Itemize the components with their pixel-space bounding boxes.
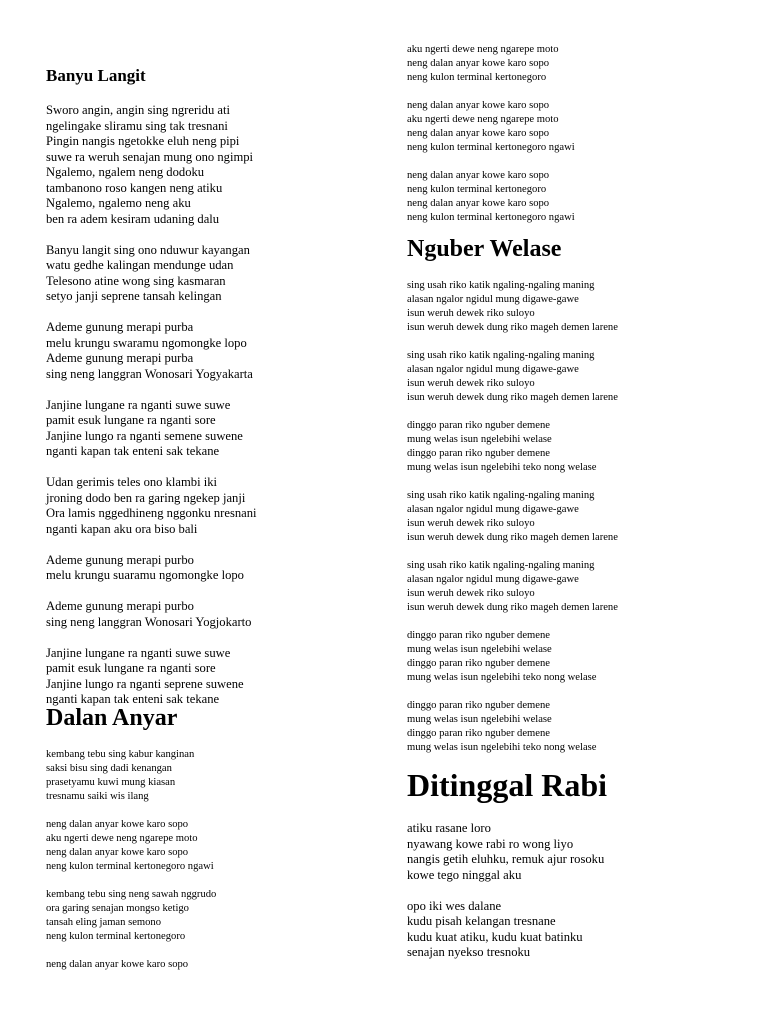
stanza — [407, 99, 575, 155]
lyric-line: nganti kapan tak enteni sak tekane — [46, 444, 220, 458]
lyric-line: sing usah riko katik ngaling-ngaling maning — [407, 490, 595, 501]
lyric-line: alasan ngalor ngidul mung digawe-gawe — [407, 294, 579, 305]
lyrics-nguber-welase — [407, 279, 618, 755]
song-title-dalan-anyar: Dalan Anyar — [46, 705, 178, 731]
lyric-line: Janjine lungane ra nganti suwe suwe — [46, 645, 231, 660]
stanza — [407, 419, 618, 475]
lyric-line: dinggo paran riko nguber demene — [407, 700, 550, 711]
lyric-line: Ademe gunung merapi purba — [46, 351, 194, 365]
lyric-line: neng dalan anyar kowe karo sopo — [407, 198, 550, 209]
lyric-line: prasetyamu kuwi mung kiasan — [46, 777, 176, 788]
stanza — [46, 958, 216, 972]
stanza — [46, 320, 257, 382]
stanza — [46, 646, 257, 708]
song-title-nguber-welase: Nguber Welase — [407, 236, 562, 262]
lyric-line: melu krungu suaramu ngomongke lopo — [46, 568, 244, 582]
lyric-line: Ademe gunung merapi purbo — [46, 599, 194, 613]
lyric-line: Pingin nangis ngetokke eluh neng pipi — [46, 134, 240, 148]
lyric-line: kudu kuat atiku, kudu kuat batinku — [407, 929, 583, 944]
lyric-line: isun weruh dewek dung riko mageh demen larene — [407, 392, 618, 403]
lyric-line: ben ra adem kesiram udaning dalu — [46, 211, 220, 226]
lyric-line: neng dalan anyar kowe karo sopo — [407, 100, 550, 111]
lyric-line: watu gedhe kalingan mendunge udan — [46, 258, 234, 272]
lyrics-ditinggal-rabi — [407, 821, 604, 961]
stanza — [407, 821, 604, 883]
lyric-line: atiku rasane loro — [407, 821, 491, 835]
lyric-line: kowe tego ninggal aku — [407, 867, 522, 882]
lyric-line: Janjine lungane ra nganti suwe suwe — [46, 397, 231, 412]
stanza — [46, 398, 257, 460]
lyric-line: mung welas isun ngelebihi teko nong welase — [407, 462, 597, 473]
stanza — [46, 243, 257, 305]
lyric-line: neng kulon terminal kertonegoro ngawi — [46, 861, 214, 872]
lyric-line: neng dalan anyar kowe karo sopo — [46, 847, 189, 858]
song-title-banyu-langit: Banyu Langit — [46, 66, 146, 85]
lyric-line: sing usah riko katik ngaling-ngaling maning — [407, 350, 595, 361]
lyric-line: aku ngerti dewe neng ngarepe moto — [46, 833, 198, 844]
lyric-line: Ademe gunung merapi purba — [46, 320, 194, 334]
lyric-line: Ngalemo, ngalemo neng aku — [46, 196, 191, 210]
lyric-line: melu krungu swaramu ngomongke lopo — [46, 335, 247, 350]
lyric-line: neng dalan anyar kowe karo sopo — [407, 170, 550, 181]
lyric-line: sing usah riko katik ngaling-ngaling maning — [407, 560, 595, 571]
lyric-line: isun weruh dewek dung riko mageh demen larene — [407, 322, 618, 333]
lyric-line: dinggo paran riko nguber demene — [407, 658, 550, 669]
stanza — [407, 43, 575, 85]
stanza — [407, 489, 618, 545]
lyric-line: neng dalan anyar kowe karo sopo — [46, 959, 189, 970]
lyric-line: isun weruh dewek riko suloyo — [407, 378, 535, 389]
lyric-line: mung welas isun ngelebihi welase — [407, 644, 552, 655]
lyric-line: kembang tebu sing kabur kanginan — [46, 749, 195, 760]
stanza — [407, 349, 618, 405]
lyric-line: alasan ngalor ngidul mung digawe-gawe — [407, 504, 579, 515]
lyric-line: Janjine lungo ra nganti seprene suwene — [46, 676, 244, 691]
lyric-line: Telesono atine wong sing kasmaran — [46, 273, 226, 288]
lyric-line: sing usah riko katik ngaling-ngaling maning — [407, 280, 595, 291]
lyric-line: Ademe gunung merapi purbo — [46, 552, 194, 567]
lyric-line: Banyu langit sing ono nduwur kayangan — [46, 242, 250, 257]
stanza — [46, 599, 257, 630]
lyric-line: dinggo paran riko nguber demene — [407, 420, 550, 431]
lyric-line: sing neng langgran Wonosari Yogjokarto — [46, 614, 252, 629]
lyric-line: neng dalan anyar kowe karo sopo — [407, 58, 550, 69]
lyrics-dalan-anyar-continued — [407, 43, 575, 225]
lyrics-dalan-anyar — [46, 748, 216, 972]
lyric-line: aku ngerti dewe neng ngarepe moto — [407, 114, 559, 125]
lyric-line: nganti kapan tak enteni sak tekane — [46, 692, 220, 706]
lyric-line: isun weruh dewek riko suloyo — [407, 518, 535, 529]
lyric-line: opo iki wes dalane — [407, 898, 502, 913]
lyric-line: pamit esuk lungane ra nganti sore — [46, 661, 216, 675]
lyric-line: jroning dodo ben ra garing ngekep janji — [46, 490, 246, 505]
lyric-line: nangis getih eluhku, remuk ajur rosoku — [407, 852, 605, 866]
stanza — [46, 553, 257, 584]
lyric-line: saksi bisu sing dadi kenangan — [46, 763, 172, 774]
stanza — [46, 475, 257, 537]
lyric-line: tansah eling jaman semono — [46, 917, 162, 928]
lyric-line: kudu pisah kelangan tresnane — [407, 914, 556, 928]
lyric-line: Udan gerimis teles ono klambi iki — [46, 475, 218, 489]
lyric-line: mung welas isun ngelebihi welase — [407, 434, 552, 445]
stanza — [407, 699, 618, 755]
lyric-line: isun weruh dewek riko suloyo — [407, 308, 535, 319]
lyric-line: mung welas isun ngelebihi teko nong welase — [407, 742, 597, 753]
lyric-line: neng kulon terminal kertonegoro — [46, 931, 186, 942]
lyric-line: neng dalan anyar kowe karo sopo — [46, 819, 189, 830]
lyric-line: pamit esuk lungane ra nganti sore — [46, 413, 216, 427]
lyric-line: dinggo paran riko nguber demene — [407, 630, 550, 641]
stanza — [407, 629, 618, 685]
lyric-line: tambanono roso kangen neng atiku — [46, 180, 223, 195]
lyric-line: isun weruh dewek dung riko mageh demen larene — [407, 532, 618, 543]
lyric-line: suwe ra weruh senajan mung ono ngimpi — [46, 149, 254, 164]
stanza — [407, 559, 618, 615]
lyric-line: neng kulon terminal kertonegoro — [407, 184, 547, 195]
lyric-line: tresnamu saiki wis ilang — [46, 791, 149, 802]
lyric-line: kembang tebu sing neng sawah nggrudo — [46, 889, 217, 900]
stanza — [407, 899, 604, 961]
lyric-line: senajan nyekso tresnoku — [407, 945, 531, 959]
lyric-line: isun weruh dewek dung riko mageh demen larene — [407, 602, 618, 613]
lyric-line: Ora lamis nggedhineng nggonku nresnani — [46, 506, 257, 520]
lyric-line: neng kulon terminal kertonegoro ngawi — [407, 212, 575, 223]
lyric-line: aku ngerti dewe neng ngarepe moto — [407, 44, 559, 55]
lyric-line: nyawang kowe rabi ro wong liyo — [407, 836, 574, 851]
lyric-line: mung welas isun ngelebihi welase — [407, 714, 552, 725]
lyric-line: dinggo paran riko nguber demene — [407, 448, 550, 459]
lyric-line: setyo janji seprene tansah kelingan — [46, 289, 222, 303]
lyric-line: sing neng langgran Wonosari Yogyakarta — [46, 366, 253, 381]
lyric-line: Sworo angin, angin sing ngreridu ati — [46, 103, 230, 117]
stanza — [46, 103, 257, 227]
lyric-line: Janjine lungo ra nganti semene suwene — [46, 428, 243, 443]
lyric-line: neng kulon terminal kertonegoro ngawi — [407, 142, 575, 153]
lyric-line: dinggo paran riko nguber demene — [407, 728, 550, 739]
lyrics-banyu-langit — [46, 103, 257, 708]
stanza — [407, 169, 575, 225]
lyric-line: Ngalemo, ngalem neng dodoku — [46, 165, 205, 179]
lyric-line: ngelingake sliramu sing tak tresnani — [46, 118, 228, 133]
lyric-line: isun weruh dewek riko suloyo — [407, 588, 535, 599]
lyric-line: neng kulon terminal kertonegoro — [407, 72, 547, 83]
lyric-line: ora garing senajan mongso ketigo — [46, 903, 189, 914]
song-title-ditinggal-rabi: Ditinggal Rabi — [407, 767, 608, 803]
stanza — [407, 279, 618, 335]
lyric-line: nganti kapan aku ora biso bali — [46, 521, 198, 536]
stanza — [46, 818, 216, 874]
lyric-line: alasan ngalor ngidul mung digawe-gawe — [407, 574, 579, 585]
stanza — [46, 748, 216, 804]
lyric-line: alasan ngalor ngidul mung digawe-gawe — [407, 364, 579, 375]
lyric-line: mung welas isun ngelebihi teko nong welase — [407, 672, 597, 683]
stanza — [46, 888, 216, 944]
lyric-line: neng dalan anyar kowe karo sopo — [407, 128, 550, 139]
